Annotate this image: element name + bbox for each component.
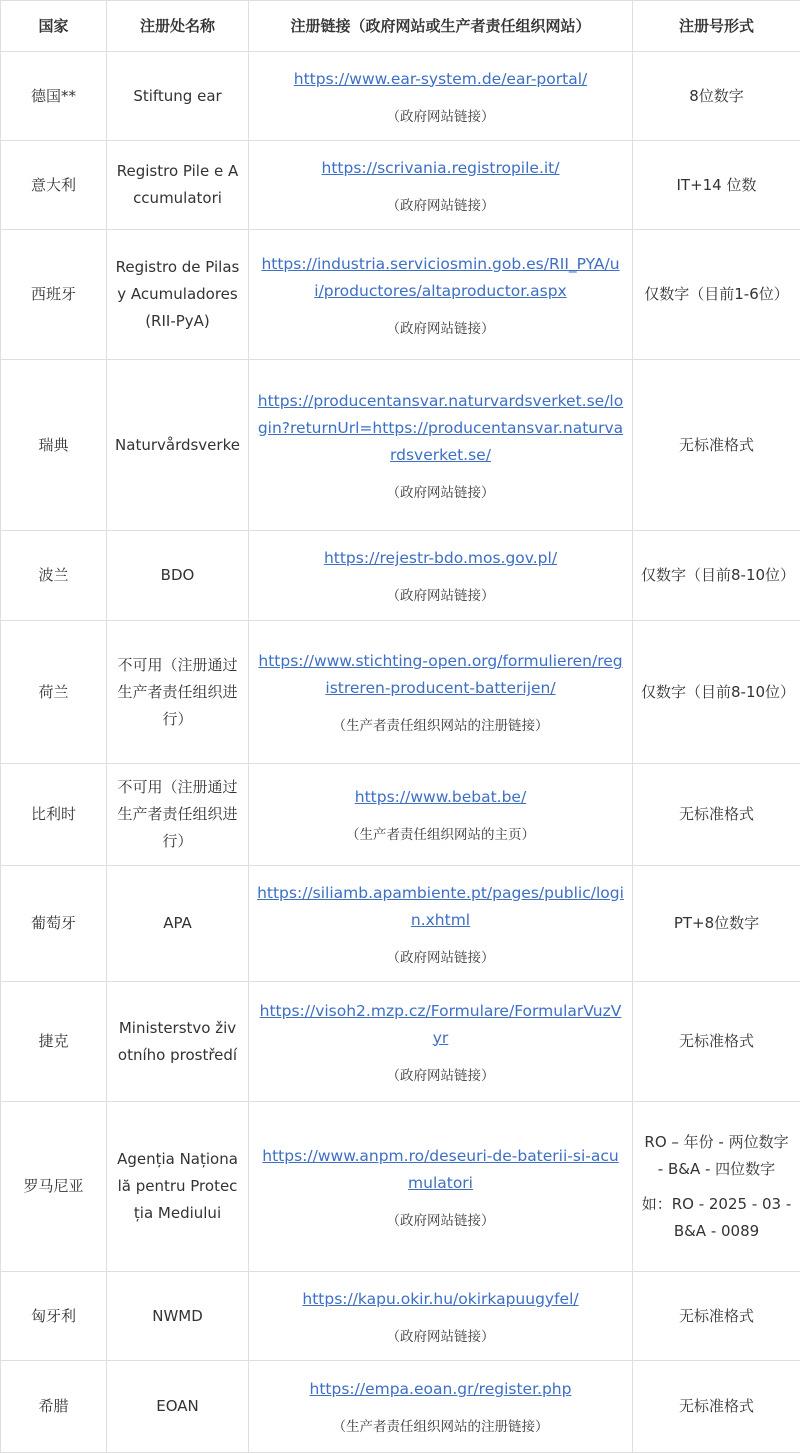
format-text: IT+14 位数 bbox=[641, 172, 792, 199]
registry-name-cell: Agenția Națională pentru Protecția Mediului bbox=[107, 1102, 249, 1272]
table-row bbox=[1, 621, 800, 764]
format-cell bbox=[633, 764, 800, 866]
format-cell bbox=[633, 52, 800, 141]
format-cell bbox=[633, 1102, 800, 1272]
format-cell bbox=[633, 230, 800, 360]
link-note: （政府网站链接） bbox=[257, 107, 624, 127]
format-cell bbox=[633, 531, 800, 621]
format-text: 无标准格式 bbox=[641, 1303, 792, 1330]
format-text: 无标准格式 bbox=[641, 432, 792, 459]
format-text: 无标准格式 bbox=[641, 1393, 792, 1420]
country-cell: 波兰 bbox=[1, 531, 107, 621]
link-note: （政府网站链接） bbox=[257, 1066, 624, 1086]
format-text: PT+8位数字 bbox=[641, 910, 792, 937]
registry-name-cell: 不可用（注册通过生产者责任组织进行） bbox=[107, 764, 249, 866]
country-cell: 葡萄牙 bbox=[1, 866, 107, 982]
registration-link-cell bbox=[249, 52, 633, 141]
registration-link[interactable]: https://www.ear-system.de/ear-portal/ bbox=[257, 66, 624, 93]
format-text: RO – 年份 - 两位数字 - B&A - 四位数字 bbox=[641, 1129, 792, 1183]
registration-link[interactable]: https://producentansvar.naturvardsverket.se/login?returnUrl=https://producentansvar.naturvardsverket.se/ bbox=[257, 388, 624, 469]
format-cell bbox=[633, 1272, 800, 1361]
registration-link[interactable]: https://rejestr-bdo.mos.gov.pl/ bbox=[257, 545, 624, 572]
registry-name-cell: Ministerstvo životního prostředí bbox=[107, 982, 249, 1102]
registration-link-cell bbox=[249, 621, 633, 764]
link-note: （政府网站链接） bbox=[257, 948, 624, 968]
registration-link[interactable]: https://visoh2.mzp.cz/Formulare/FormularVuzVyr bbox=[257, 998, 624, 1052]
registration-link-cell bbox=[249, 230, 633, 360]
registry-name-cell: APA bbox=[107, 866, 249, 982]
country-cell: 荷兰 bbox=[1, 621, 107, 764]
table-row bbox=[1, 866, 800, 982]
header-link: 注册链接（政府网站或生产者责任组织网站） bbox=[249, 1, 633, 52]
registration-link[interactable]: https://empa.eoan.gr/register.php bbox=[257, 1376, 624, 1403]
registry-name-cell: Stiftung ear bbox=[107, 52, 249, 141]
country-cell: 捷克 bbox=[1, 982, 107, 1102]
format-text: 仅数字（目前8-10位） bbox=[641, 562, 792, 589]
registry-name-cell: Registro Pile e Accumulatori bbox=[107, 141, 249, 230]
format-text: 无标准格式 bbox=[641, 801, 792, 828]
format-text: 无标准格式 bbox=[641, 1028, 792, 1055]
link-note: （生产者责任组织网站的注册链接） bbox=[257, 1417, 624, 1437]
table-row bbox=[1, 531, 800, 621]
table-row bbox=[1, 764, 800, 866]
format-cell bbox=[633, 982, 800, 1102]
country-cell: 匈牙利 bbox=[1, 1272, 107, 1361]
link-note: （生产者责任组织网站的注册链接） bbox=[257, 716, 624, 736]
header-format: 注册号形式 bbox=[633, 1, 800, 52]
registration-link[interactable]: https://www.stichting-open.org/formulieren/registreren-producent-batterijen/ bbox=[257, 648, 624, 702]
format-example: 如：RO - 2025 - 03 - B&A - 0089 bbox=[641, 1191, 792, 1245]
table-row bbox=[1, 52, 800, 141]
table-row bbox=[1, 360, 800, 531]
country-cell: 希腊 bbox=[1, 1361, 107, 1453]
registration-link-cell bbox=[249, 1102, 633, 1272]
registry-name-cell: Registro de Pilas y Acumuladores (RII-PyA) bbox=[107, 230, 249, 360]
registry-name-cell: 不可用（注册通过生产者责任组织进行） bbox=[107, 621, 249, 764]
registration-link-cell bbox=[249, 1272, 633, 1361]
table-row bbox=[1, 230, 800, 360]
country-cell: 瑞典 bbox=[1, 360, 107, 531]
link-note: （政府网站链接） bbox=[257, 1327, 624, 1347]
registration-link-cell bbox=[249, 982, 633, 1102]
link-note: （政府网站链接） bbox=[257, 586, 624, 606]
link-note: （政府网站链接） bbox=[257, 483, 624, 503]
link-note: （政府网站链接） bbox=[257, 196, 624, 216]
registration-link-cell bbox=[249, 141, 633, 230]
format-text: 仅数字（目前1-6位） bbox=[641, 281, 792, 308]
country-cell: 罗马尼亚 bbox=[1, 1102, 107, 1272]
registration-link[interactable]: https://scrivania.registropile.it/ bbox=[257, 155, 624, 182]
table-row bbox=[1, 1361, 800, 1453]
format-cell bbox=[633, 621, 800, 764]
registration-link[interactable]: https://www.bebat.be/ bbox=[257, 784, 624, 811]
registry-name-cell: NWMD bbox=[107, 1272, 249, 1361]
registration-link-cell bbox=[249, 1361, 633, 1453]
format-cell bbox=[633, 866, 800, 982]
header-row bbox=[1, 1, 800, 52]
format-cell bbox=[633, 141, 800, 230]
registration-link-cell bbox=[249, 531, 633, 621]
header-registry: 注册处名称 bbox=[107, 1, 249, 52]
format-cell bbox=[633, 360, 800, 531]
registration-link[interactable]: https://siliamb.apambiente.pt/pages/public/login.xhtml bbox=[257, 880, 624, 934]
format-cell bbox=[633, 1361, 800, 1453]
format-text: 8位数字 bbox=[641, 83, 792, 110]
format-text: 仅数字（目前8-10位） bbox=[641, 679, 792, 706]
table-row bbox=[1, 141, 800, 230]
registry-name-cell: Naturvårdsverke bbox=[107, 360, 249, 531]
table-row bbox=[1, 1272, 800, 1361]
registration-link-cell bbox=[249, 764, 633, 866]
registry-name-cell: EOAN bbox=[107, 1361, 249, 1453]
registration-link[interactable]: https://industria.serviciosmin.gob.es/RII_PYA/ui/productores/altaproductor.aspx bbox=[257, 251, 624, 305]
table-row bbox=[1, 982, 800, 1102]
registration-link[interactable]: https://kapu.okir.hu/okirkapuugyfel/ bbox=[257, 1286, 624, 1313]
registry-name-cell: BDO bbox=[107, 531, 249, 621]
link-note: （政府网站链接） bbox=[257, 319, 624, 339]
country-cell: 西班牙 bbox=[1, 230, 107, 360]
registration-link[interactable]: https://www.anpm.ro/deseuri-de-baterii-si-acumulatori bbox=[257, 1143, 624, 1197]
header-country: 国家 bbox=[1, 1, 107, 52]
table-row bbox=[1, 1102, 800, 1272]
link-note: （政府网站链接） bbox=[257, 1211, 624, 1231]
country-cell: 德国** bbox=[1, 52, 107, 141]
registration-link-cell bbox=[249, 866, 633, 982]
link-note: （生产者责任组织网站的主页） bbox=[257, 825, 624, 845]
registration-link-cell bbox=[249, 360, 633, 531]
country-cell: 比利时 bbox=[1, 764, 107, 866]
country-cell: 意大利 bbox=[1, 141, 107, 230]
